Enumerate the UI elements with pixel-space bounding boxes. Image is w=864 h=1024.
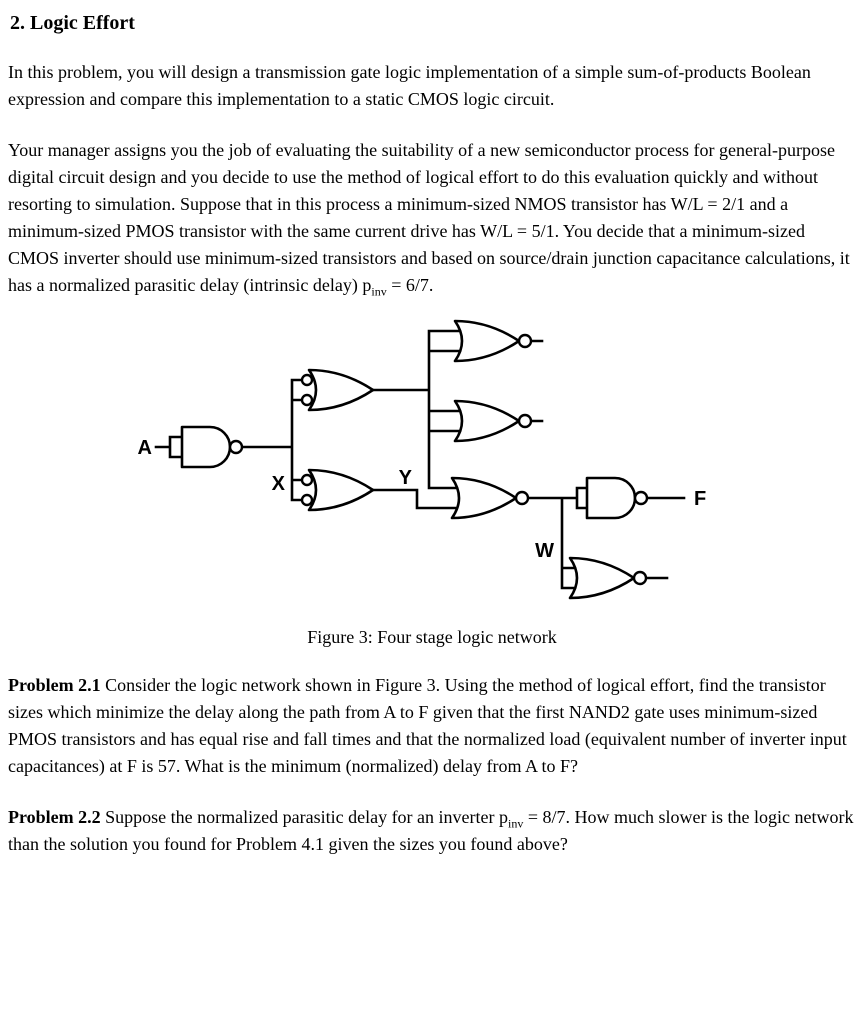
paragraph-intro: In this problem, you will design a transmission gate logic implementation of a simple sum-of-products Boolean expression and compare this implementation to a static CMOS logic circuit.	[8, 62, 811, 109]
circuit-wires	[156, 331, 684, 588]
problem-2-1	[8, 672, 856, 780]
output-bubble	[230, 441, 242, 453]
figure-3	[8, 313, 856, 648]
top-right-nor-gate	[455, 321, 531, 361]
bottom-nor-gate	[570, 558, 646, 598]
nand2-input-gate	[182, 427, 242, 467]
problem-2-2-label: Problem 2.2	[8, 807, 101, 827]
net-label-x: X	[271, 473, 285, 495]
lower-negated-input-or-gate	[302, 470, 373, 510]
problem-2-1-text: Consider the logic network shown in Figure 3. Using the method of logical effort, find the transistor sizes which minimize the delay along the path from A to F given that the first NAND2 gate uses minimum-sized PMOS transistors and has equal rise and fall times and that the normalized load (equivalent number of inverter input capacitances) at F is 57. What is the minimum (normalized) delay from A to F?	[8, 675, 847, 776]
pinv-subscript-2: inv	[508, 816, 524, 831]
page-title: 2. Logic Effort	[10, 12, 135, 34]
net-label-w: W	[535, 540, 554, 562]
paragraph-process-pre: Your manager assigns you the job of evaluating the suitability of a new semiconductor process for general-purpose digital circuit design and you decide to use the method of logical effort to do this evaluation quickly and without resorting to simulation. Suppose that in this process a minimum-sized NMOS transistor has W/L = 2/1 and a minimum-sized PMOS transistor with the same current drive has W/L = 5/1. You decide that a minimum-sized CMOS inverter should use minimum-sized transistors and based on source/drain junction capacitance calculations, it has a normalized parasitic delay (intrinsic delay) p	[8, 140, 850, 295]
problem-2-2-post: = 8/7. How much slower is the logic network than the solution you found for Problem 4.1 given the sizes you found above?	[8, 807, 854, 854]
output-bubble	[519, 335, 531, 347]
net-label-a: A	[137, 437, 152, 459]
paragraph-process-description	[8, 137, 856, 299]
lower-right-nor-gate	[452, 478, 528, 518]
output-bubble	[635, 492, 647, 504]
output-bubble	[634, 572, 646, 584]
problem-2-1-label: Problem 2.1	[8, 675, 101, 695]
problem-2-2-pre: Suppose the normalized parasitic delay for an inverter p	[100, 807, 509, 827]
paragraph-process-post: = 6/7.	[386, 275, 434, 295]
net-label-f: F	[694, 488, 707, 510]
upper-negated-input-or-gate	[302, 370, 373, 410]
problem-2-2	[8, 804, 856, 858]
output-nand2-gate	[587, 478, 647, 518]
net-label-y: Y	[398, 467, 412, 489]
input-bubble	[302, 395, 312, 405]
input-bubble	[302, 375, 312, 385]
output-bubble	[516, 492, 528, 504]
input-bubble	[302, 495, 312, 505]
figure-caption: Figure 3: Four stage logic network	[307, 627, 557, 647]
input-bubble	[302, 475, 312, 485]
pinv-subscript: inv	[371, 284, 387, 299]
logic-network-diagram	[122, 313, 742, 618]
output-bubble	[519, 415, 531, 427]
middle-right-nor-gate	[455, 401, 531, 441]
